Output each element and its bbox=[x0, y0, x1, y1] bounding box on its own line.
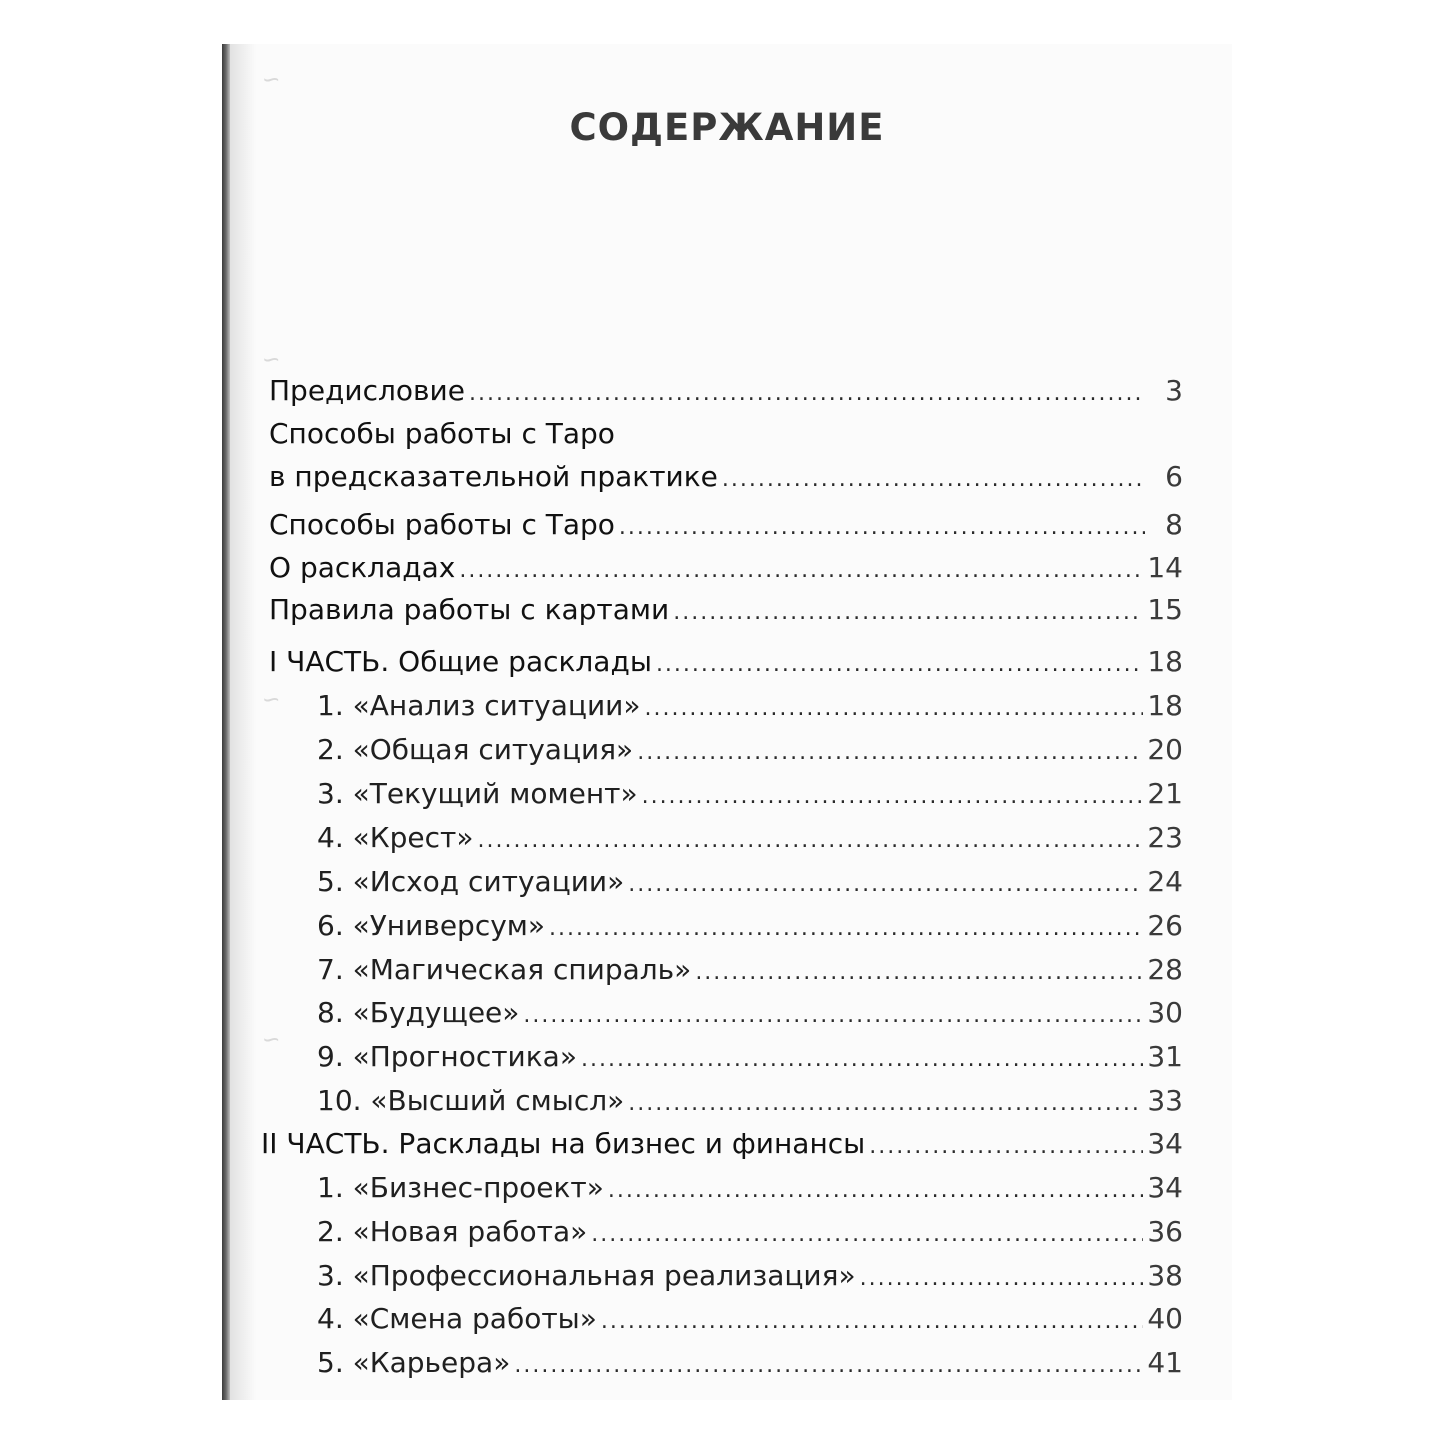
toc-entry-page: 21 bbox=[1147, 777, 1183, 810]
toc-entry-label: 1. «Бизнес-проект» bbox=[317, 1171, 604, 1204]
toc-subentry bbox=[269, 733, 1183, 773]
toc-entry-page: 40 bbox=[1147, 1302, 1183, 1335]
dot-leader bbox=[469, 381, 1145, 406]
toc-entry-label: 5. «Исход ситуации» bbox=[317, 865, 625, 898]
dot-leader bbox=[637, 740, 1143, 765]
toc-part-heading bbox=[269, 645, 1183, 685]
toc-subentry bbox=[269, 1259, 1183, 1299]
bleed-through-mark: ~ bbox=[262, 344, 280, 375]
dot-leader bbox=[628, 872, 1143, 897]
toc-entry bbox=[269, 374, 1183, 414]
toc-entry bbox=[269, 460, 1183, 500]
toc-entry-label: II ЧАСТЬ. Расклады на бизнес и финансы bbox=[261, 1127, 866, 1160]
toc-entry-label: 3. «Профессиональная реализация» bbox=[317, 1259, 856, 1292]
toc-entry-label: 5. «Карьера» bbox=[317, 1346, 511, 1379]
toc-entry-label: 4. «Смена работы» bbox=[317, 1302, 597, 1335]
dot-leader bbox=[477, 828, 1143, 853]
toc-entry-page: 41 bbox=[1147, 1346, 1183, 1379]
toc-subentry bbox=[269, 1040, 1183, 1080]
toc-part-heading bbox=[261, 1127, 1183, 1167]
dot-leader bbox=[628, 1091, 1143, 1116]
toc-entry-label: Предисловие bbox=[269, 374, 465, 407]
toc-entry-page: 38 bbox=[1147, 1259, 1183, 1292]
toc-subentry bbox=[269, 953, 1183, 993]
dot-leader bbox=[644, 696, 1143, 721]
dot-leader bbox=[514, 1353, 1143, 1378]
dot-leader bbox=[619, 515, 1145, 540]
dot-leader bbox=[523, 1003, 1143, 1028]
dot-leader bbox=[608, 1178, 1143, 1203]
bleed-through-mark: ~ bbox=[262, 1024, 280, 1055]
toc-entry-page: 34 bbox=[1147, 1127, 1183, 1160]
toc-subentry bbox=[269, 909, 1183, 949]
toc-entry-label: 9. «Прогностика» bbox=[317, 1040, 577, 1073]
toc-entry bbox=[269, 593, 1183, 633]
toc-entry-page: 30 bbox=[1147, 996, 1183, 1029]
bleed-through-mark: ~ bbox=[262, 64, 280, 95]
toc-entry-label: 2. «Новая работа» bbox=[317, 1215, 588, 1248]
toc-entry-label: 8. «Будущее» bbox=[317, 996, 520, 1029]
toc-entry-label: в предсказательной практике bbox=[269, 460, 718, 493]
toc-entry-label: I ЧАСТЬ. Общие расклады bbox=[269, 645, 652, 678]
toc-entry-page: 18 bbox=[1147, 689, 1183, 722]
toc-entry-page: 28 bbox=[1147, 953, 1183, 986]
toc-entry-page: 33 bbox=[1147, 1084, 1183, 1117]
toc-subentry bbox=[269, 689, 1183, 729]
toc-entry-label: 1. «Анализ ситуации» bbox=[317, 689, 641, 722]
toc-entry-label: О раскладах bbox=[269, 551, 456, 584]
dot-leader bbox=[549, 916, 1143, 941]
toc-entry-page: 6 bbox=[1165, 460, 1183, 493]
dot-leader bbox=[591, 1222, 1143, 1247]
toc-subentry bbox=[269, 1346, 1183, 1386]
toc-entry-page: 34 bbox=[1147, 1171, 1183, 1204]
toc-subentry bbox=[269, 821, 1183, 861]
toc-entry-label: Способы работы с Таро bbox=[269, 508, 615, 541]
toc-entry-page: 8 bbox=[1165, 508, 1183, 541]
toc-entry-page: 24 bbox=[1147, 865, 1183, 898]
toc-entry-page: 36 bbox=[1147, 1215, 1183, 1248]
toc-entry-page: 20 bbox=[1147, 733, 1183, 766]
dot-leader bbox=[459, 558, 1143, 583]
toc-entry-page: 31 bbox=[1147, 1040, 1183, 1073]
spine-shadow bbox=[230, 44, 256, 1400]
toc-entry-page: 23 bbox=[1147, 821, 1183, 854]
toc-entry bbox=[269, 551, 1183, 591]
book-page bbox=[222, 44, 1232, 1400]
toc-entry-label: Способы работы с Таро bbox=[269, 417, 615, 450]
toc-entry-page: 18 bbox=[1147, 645, 1183, 678]
toc-entry-label: 3. «Текущий момент» bbox=[317, 777, 638, 810]
dot-leader bbox=[642, 784, 1144, 809]
toc-entry-label: 10. «Высший смысл» bbox=[317, 1084, 625, 1117]
dot-leader bbox=[722, 467, 1145, 492]
toc-entry-page: 14 bbox=[1147, 551, 1183, 584]
dot-leader bbox=[860, 1266, 1144, 1291]
toc-subentry bbox=[269, 1084, 1183, 1124]
toc-entry-label: 7. «Магическая спираль» bbox=[317, 953, 692, 986]
book-spine bbox=[222, 44, 230, 1400]
bleed-through-mark: ~ bbox=[262, 684, 280, 715]
toc-entry bbox=[269, 508, 1183, 548]
toc-entry bbox=[269, 417, 1183, 457]
toc-entry-page: 26 bbox=[1147, 909, 1183, 942]
dot-leader bbox=[656, 652, 1143, 677]
toc-entry-page: 15 bbox=[1147, 593, 1183, 626]
toc-entry-page: 3 bbox=[1165, 374, 1183, 407]
dot-leader bbox=[601, 1309, 1143, 1334]
toc-entry-label: 2. «Общая ситуация» bbox=[317, 733, 634, 766]
toc-subentry bbox=[269, 996, 1183, 1036]
toc-subentry bbox=[269, 1302, 1183, 1342]
toc-entry-label: Правила работы с картами bbox=[269, 593, 670, 626]
dot-leader bbox=[673, 600, 1143, 625]
toc-subentry bbox=[269, 1215, 1183, 1255]
toc-subentry bbox=[269, 777, 1183, 817]
dot-leader bbox=[869, 1134, 1143, 1159]
dot-leader bbox=[695, 960, 1143, 985]
page-title: СОДЕРЖАНИЕ bbox=[569, 106, 885, 149]
toc-subentry bbox=[269, 865, 1183, 905]
toc-subentry bbox=[269, 1171, 1183, 1211]
toc-entry-label: 6. «Универсум» bbox=[317, 909, 546, 942]
dot-leader bbox=[581, 1047, 1143, 1072]
toc-entry-label: 4. «Крест» bbox=[317, 821, 474, 854]
